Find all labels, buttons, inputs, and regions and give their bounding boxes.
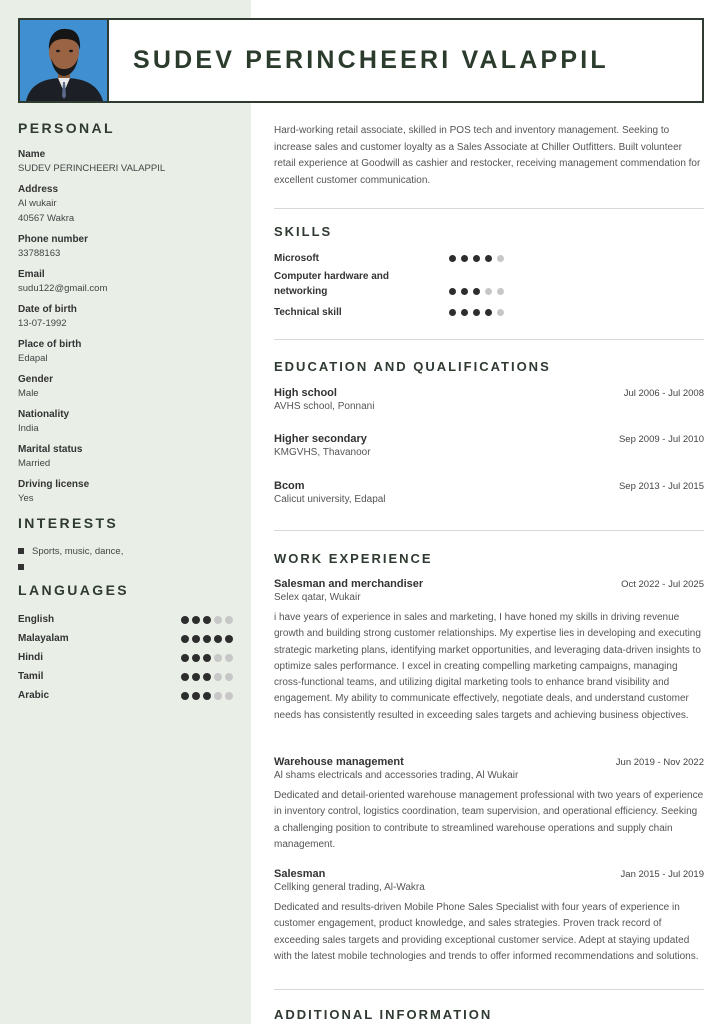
level-dot-filled [485, 309, 492, 316]
education-title: Bcom [274, 480, 305, 492]
personal-item [18, 303, 233, 331]
work-entry [274, 578, 704, 724]
skill-level [449, 309, 504, 316]
work-description: Dedicated and results-driven Mobile Phone Sales Specialist with four years of experience in customer engagement, product knowledge, and sales strategies. Proven track record of exceeding sales targets and providing exceptional customer service. Adept at staying updated with the latest mobile technologies and trends to offer informed recommendations and solutions. [274, 902, 699, 962]
work-company: Cellking general trading, Al-Wakra [274, 882, 425, 893]
language-row [18, 686, 233, 705]
name-header [18, 18, 704, 103]
level-dot-filled [203, 654, 211, 662]
level-dot-filled [192, 692, 200, 700]
entry-header [274, 578, 704, 590]
education-title: High school [274, 387, 337, 399]
level-dot-filled [225, 635, 233, 643]
personal-list [18, 148, 233, 506]
personal-label: Address [18, 184, 59, 195]
level-dot-filled [449, 309, 456, 316]
skill-row [274, 251, 504, 266]
education-entry [274, 387, 704, 414]
personal-value: sudu122@gmail.com [18, 283, 108, 294]
level-dot-filled [473, 309, 480, 316]
entry-header [274, 868, 704, 880]
personal-label: Phone number [18, 234, 89, 245]
skill-name: Microsoft [274, 253, 319, 264]
work-title: Salesman [274, 868, 326, 880]
entry-header [274, 480, 704, 492]
level-dot-empty [214, 654, 222, 662]
level-dot-filled [181, 654, 189, 662]
languages-section [18, 582, 233, 705]
level-dot-filled [203, 692, 211, 700]
skill-name: Technical skill [274, 307, 342, 318]
interest-text: Sports, music, dance, [32, 545, 124, 557]
level-dot-filled [473, 255, 480, 262]
personal-value: 13-07-1992 [18, 318, 67, 329]
personal-value: Yes [18, 493, 34, 504]
language-name: English [18, 614, 55, 625]
personal-item [18, 233, 233, 261]
level-dot-empty [485, 288, 492, 295]
language-level [181, 616, 233, 624]
education-place: KMGVHS, Thavanoor [274, 447, 371, 458]
level-dot-empty [497, 255, 504, 262]
work-entry [274, 756, 704, 853]
profile-summary: Hard-working retail associate, skilled in POS tech and inventory management. Seeking to increase sales and customer loyalty as a Sales Associate at Chiller Outfitters. Built volunteer retail experience at Goodwill as cashier and restocker, receiving management commendation for excellent customer communication. [274, 125, 701, 186]
language-level [181, 692, 233, 700]
level-dot-filled [192, 635, 200, 643]
level-dot-filled [214, 635, 222, 643]
personal-value: Al wukair [18, 198, 57, 209]
bullet-icon [18, 548, 24, 554]
level-dot-filled [181, 635, 189, 643]
education-date: Jul 2006 - Jul 2008 [623, 388, 704, 399]
interest-item [18, 543, 233, 559]
language-level [181, 654, 233, 662]
education-entry [274, 480, 704, 507]
personal-label: Name [18, 149, 46, 160]
personal-value: Male [18, 388, 39, 399]
personal-label: Gender [18, 374, 54, 385]
level-dot-empty [225, 616, 233, 624]
level-dot-empty [225, 692, 233, 700]
language-name: Hindi [18, 652, 43, 663]
level-dot-empty [497, 309, 504, 316]
interest-list [18, 543, 233, 575]
interest-item [18, 559, 233, 575]
level-dot-filled [449, 255, 456, 262]
level-dot-empty [497, 288, 504, 295]
skill-row [274, 269, 504, 299]
skill-level [449, 255, 504, 262]
divider [274, 530, 704, 531]
level-dot-empty [214, 616, 222, 624]
level-dot-filled [181, 616, 189, 624]
personal-label: Email [18, 269, 45, 280]
work-company: Selex qatar, Wukair [274, 592, 361, 603]
divider [274, 339, 704, 340]
personal-item [18, 268, 233, 296]
level-dot-filled [192, 616, 200, 624]
interests-heading: INTERESTS [18, 515, 119, 531]
personal-value: Married [18, 458, 51, 469]
personal-item [18, 148, 233, 176]
language-name: Malayalam [18, 633, 69, 644]
personal-value: 40567 Wakra [18, 213, 75, 224]
level-dot-filled [461, 309, 468, 316]
personal-label: Date of birth [18, 304, 77, 315]
personal-label: Driving license [18, 479, 90, 490]
divider [274, 989, 704, 990]
personal-item [18, 338, 233, 366]
language-row [18, 667, 233, 686]
work-date: Oct 2022 - Jul 2025 [621, 579, 704, 590]
work-entry [274, 868, 704, 965]
personal-item [18, 408, 233, 436]
languages-heading: LANGUAGES [18, 582, 130, 598]
personal-value: Edapal [18, 353, 48, 364]
education-date: Sep 2009 - Jul 2010 [618, 434, 704, 445]
level-dot-filled [485, 255, 492, 262]
language-level [181, 635, 233, 643]
level-dot-empty [214, 673, 222, 681]
level-dot-filled [192, 673, 200, 681]
language-list [18, 610, 233, 705]
work-description: Dedicated and detail-oriented warehouse management professional with two years of experience in inventory control, logistics coordination, team supervision, and operational efficiency. Seeking a challenging position to contribute to streamlined warehouse operations and supply chain management. [274, 790, 704, 850]
profile-photo [20, 20, 109, 101]
bullet-icon [18, 564, 24, 570]
level-dot-empty [225, 673, 233, 681]
skills-heading: SKILLS [274, 224, 333, 239]
work-date: Jan 2015 - Jul 2019 [620, 869, 704, 880]
personal-item [18, 478, 233, 506]
level-dot-filled [461, 288, 468, 295]
work-heading: WORK EXPERIENCE [274, 551, 433, 566]
level-dot-empty [225, 654, 233, 662]
level-dot-filled [203, 635, 211, 643]
personal-label: Marital status [18, 444, 83, 455]
level-dot-filled [203, 616, 211, 624]
education-entry [274, 433, 704, 460]
skill-row [274, 305, 504, 320]
education-title: Higher secondary [274, 433, 367, 445]
work-title: Salesman and merchandiser [274, 578, 424, 590]
personal-item [18, 373, 233, 401]
personal-value: 33788163 [18, 248, 61, 259]
language-row [18, 610, 233, 629]
personal-label: Nationality [18, 409, 70, 420]
level-dot-filled [473, 288, 480, 295]
candidate-name: SUDEV PERINCHEERI VALAPPIL [133, 46, 609, 74]
skill-name: Computer hardware and networking [274, 271, 390, 297]
entry-header [274, 756, 704, 768]
education-place: Calicut university, Edapal [274, 494, 386, 505]
personal-heading: PERSONAL [18, 120, 115, 136]
level-dot-filled [449, 288, 456, 295]
level-dot-empty [214, 692, 222, 700]
personal-item [18, 443, 233, 471]
personal-value: SUDEV PERINCHEERI VALAPPIL [18, 163, 166, 174]
work-company: Al shams electricals and accessories trading, Al Wukair [274, 770, 519, 781]
personal-value: India [18, 423, 39, 434]
work-date: Jun 2019 - Nov 2022 [615, 757, 704, 768]
level-dot-filled [181, 692, 189, 700]
level-dot-filled [181, 673, 189, 681]
personal-item [18, 183, 233, 226]
language-name: Tamil [18, 671, 44, 682]
language-level [181, 673, 233, 681]
personal-section [18, 120, 233, 513]
level-dot-filled [192, 654, 200, 662]
education-heading: EDUCATION AND QUALIFICATIONS [274, 359, 551, 374]
language-name: Arabic [18, 690, 50, 701]
education-place: AVHS school, Ponnani [274, 401, 375, 412]
language-row [18, 629, 233, 648]
education-date: Sep 2013 - Jul 2015 [618, 481, 704, 492]
entry-header [274, 387, 704, 399]
skill-level [449, 288, 504, 295]
entry-header [274, 433, 704, 445]
language-row [18, 648, 233, 667]
interests-section [18, 515, 233, 575]
work-title: Warehouse management [274, 756, 404, 768]
divider [274, 208, 704, 209]
work-description: i have years of experience in sales and marketing, I have honed my skills in driving revenue growth and building strong customer relationships. My expertise lies in developing and executing strategic marketing plans, identifying market opportunities, and leveraging data-driven insights to optimize sales performance. I excel in creating compelling marketing campaigns, managing cross-functional teams, and utilizing digital marketing tools to enhance brand visibility and engagement. My ability to communicate effectively, negotiate deals, and understand customer needs has consistently resulted in exceeding sales targets and achieving business objectives. [274, 612, 701, 721]
level-dot-filled [203, 673, 211, 681]
personal-label: Place of birth [18, 339, 82, 350]
additional-heading: ADDITIONAL INFORMATION [274, 1007, 493, 1022]
level-dot-filled [461, 255, 468, 262]
